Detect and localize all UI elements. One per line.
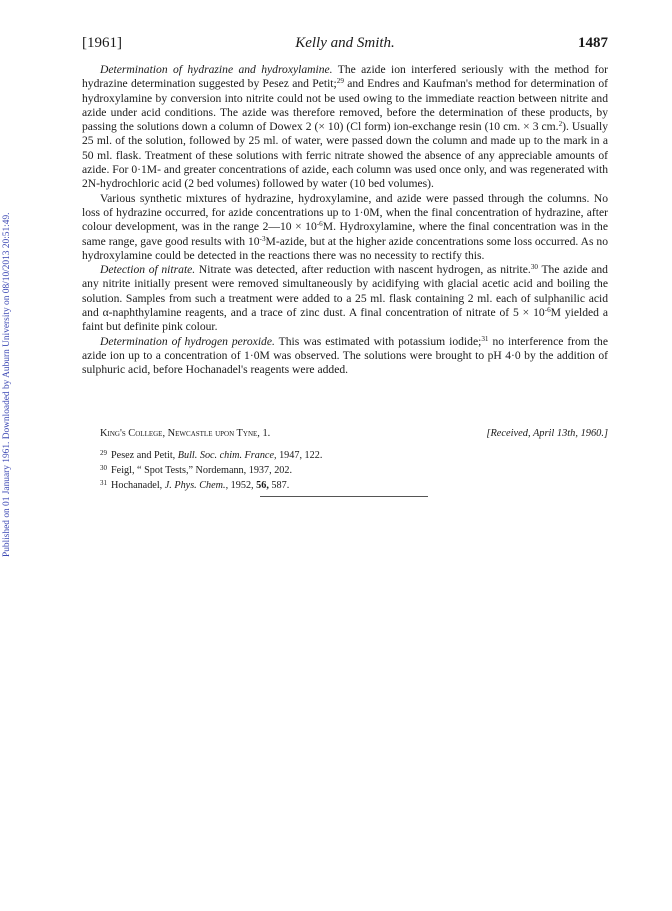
reference-text: Feigl, “ Spot Tests,” Nordemann, 1937, 202. (111, 465, 293, 477)
exponent: -3 (259, 234, 266, 243)
paragraph-mixtures (82, 192, 608, 263)
section-heading-hydrazine: Determination of hydrazine and hydroxylamine. (100, 63, 333, 76)
paragraph-text: The azide ion interfered seriously with the method for hydrazine determination suggested by Pesez and Petit; (82, 63, 608, 91)
page-number: 1487 (578, 35, 608, 51)
reference-authors: Pesez and Petit, (111, 450, 176, 461)
paragraph-text: M yielded a faint but definite pink colour. (82, 306, 608, 334)
citation-31: 31 (481, 334, 489, 343)
reference-number: 31 (100, 479, 107, 488)
exponent: -6 (316, 220, 323, 229)
paragraph-text: Various synthetic mixtures of hydrazine, hydroxylamine, and azide were passed through the columns. No loss of hydrazine occurred, for azide concentrations up to 1·0M, when the final concentration of hydrazine, after colour development, was in the range 2—10 × 10 (82, 191, 608, 234)
paragraph-text: Nitrate was detected, after reduction with nascent hydrogen, as nitrite. (198, 263, 531, 277)
paragraph-hydrazine (82, 63, 608, 192)
paragraph-peroxide (82, 335, 608, 378)
reference-item (100, 477, 608, 492)
paragraph-text: no interference from the azide ion up to a concentration of 1·0M was observed. The solutions were brought to pH 4·0 by the addition of sulphuric acid, before Hochanadel's reagents were added. (82, 334, 608, 377)
reference-journal: J. Phys. Chem., (164, 480, 229, 492)
reference-item (100, 462, 608, 477)
reference-year: 1952, (230, 480, 254, 492)
reference-year: 1947, (279, 450, 302, 461)
reference-page: 122. (304, 450, 323, 461)
received-date: [Received, April 13th, 1960.] (486, 428, 608, 439)
reference-number: 29 (100, 449, 107, 457)
paragraph-text: The azide and any nitrite initially present were removed simultaneously by acidifying with glacial acetic acid and boiling the solution. Samples from such a treatment were added to a 25 ml. flask containing 2 ml. each of sulphanilic acid and α-naphthylamine reagents, and a trace of zinc dust. A final concentration of nitrate of 5 × 10 (82, 263, 608, 320)
paragraph-text: and Endres and Kaufman's method for determination of hydroxylamine by conversion into nitrite could not be used owing to the immediate reaction between nitrite and azide under acid conditions. The azide was therefore removed, before the determination of these products, by passing the solutions down a column of Dowex 2 (× 10) (Cl form) ion-exchange resin (10 cm. × 3 cm. (82, 77, 608, 134)
end-rule (260, 496, 428, 497)
reference-volume: 56, (256, 480, 269, 492)
reference-page: 587. (271, 480, 290, 492)
institution: King's College, Newcastle upon Tyne, 1. (100, 428, 271, 439)
running-header (82, 34, 608, 52)
exponent: -6 (544, 306, 551, 315)
citation-29: 29 (336, 77, 344, 86)
section-heading-peroxide: Determination of hydrogen peroxide. (100, 334, 275, 348)
section-heading-nitrate: Detection of nitrate. (100, 263, 196, 277)
paragraph-text: This was estimated with potassium iodide; (278, 334, 482, 348)
reference-list (100, 447, 608, 493)
reference-journal: Bull. Soc. chim. France, (177, 450, 277, 461)
citation-30: 30 (530, 263, 538, 272)
affiliation-line (100, 427, 608, 441)
paragraph-nitrate (82, 263, 608, 334)
paragraph-text: M. Hydroxylamine, where the final concentration was in the same range, gave good results with 10 (82, 220, 608, 248)
reference-authors: Hochanadel, (111, 480, 163, 492)
superscript: 2 (558, 120, 563, 129)
paragraph-text: M-azide, but at the higher azide concentrations some loss occurred. As no hydroxylamine could be detected in the reactions there was no necessity to rectify this. (82, 234, 609, 262)
reference-item (100, 447, 608, 462)
reference-number: 30 (100, 464, 107, 473)
download-watermark: Published on 01 January 1961. Downloaded by Auburn University on 08/10/2013 20:51:49. (2, 212, 12, 557)
header-title: Kelly and Smith. (295, 35, 395, 51)
paragraph-text: ). Usually 25 ml. of the solution, followed by 25 ml. of water, were passed down the column and made up to the mark in a 50 ml. flask. Treatment of these solutions with ferric nitrate showed the absence of any appreciable amounts of azide. For 0·1M- and greater concentrations of azide, each column was used once only, and was regenerated with 2N-hydrochloric acid (2 bed volumes) followed by water (10 bed volumes). (82, 120, 608, 191)
header-year: [1961] (82, 35, 122, 51)
article-body (82, 63, 608, 378)
